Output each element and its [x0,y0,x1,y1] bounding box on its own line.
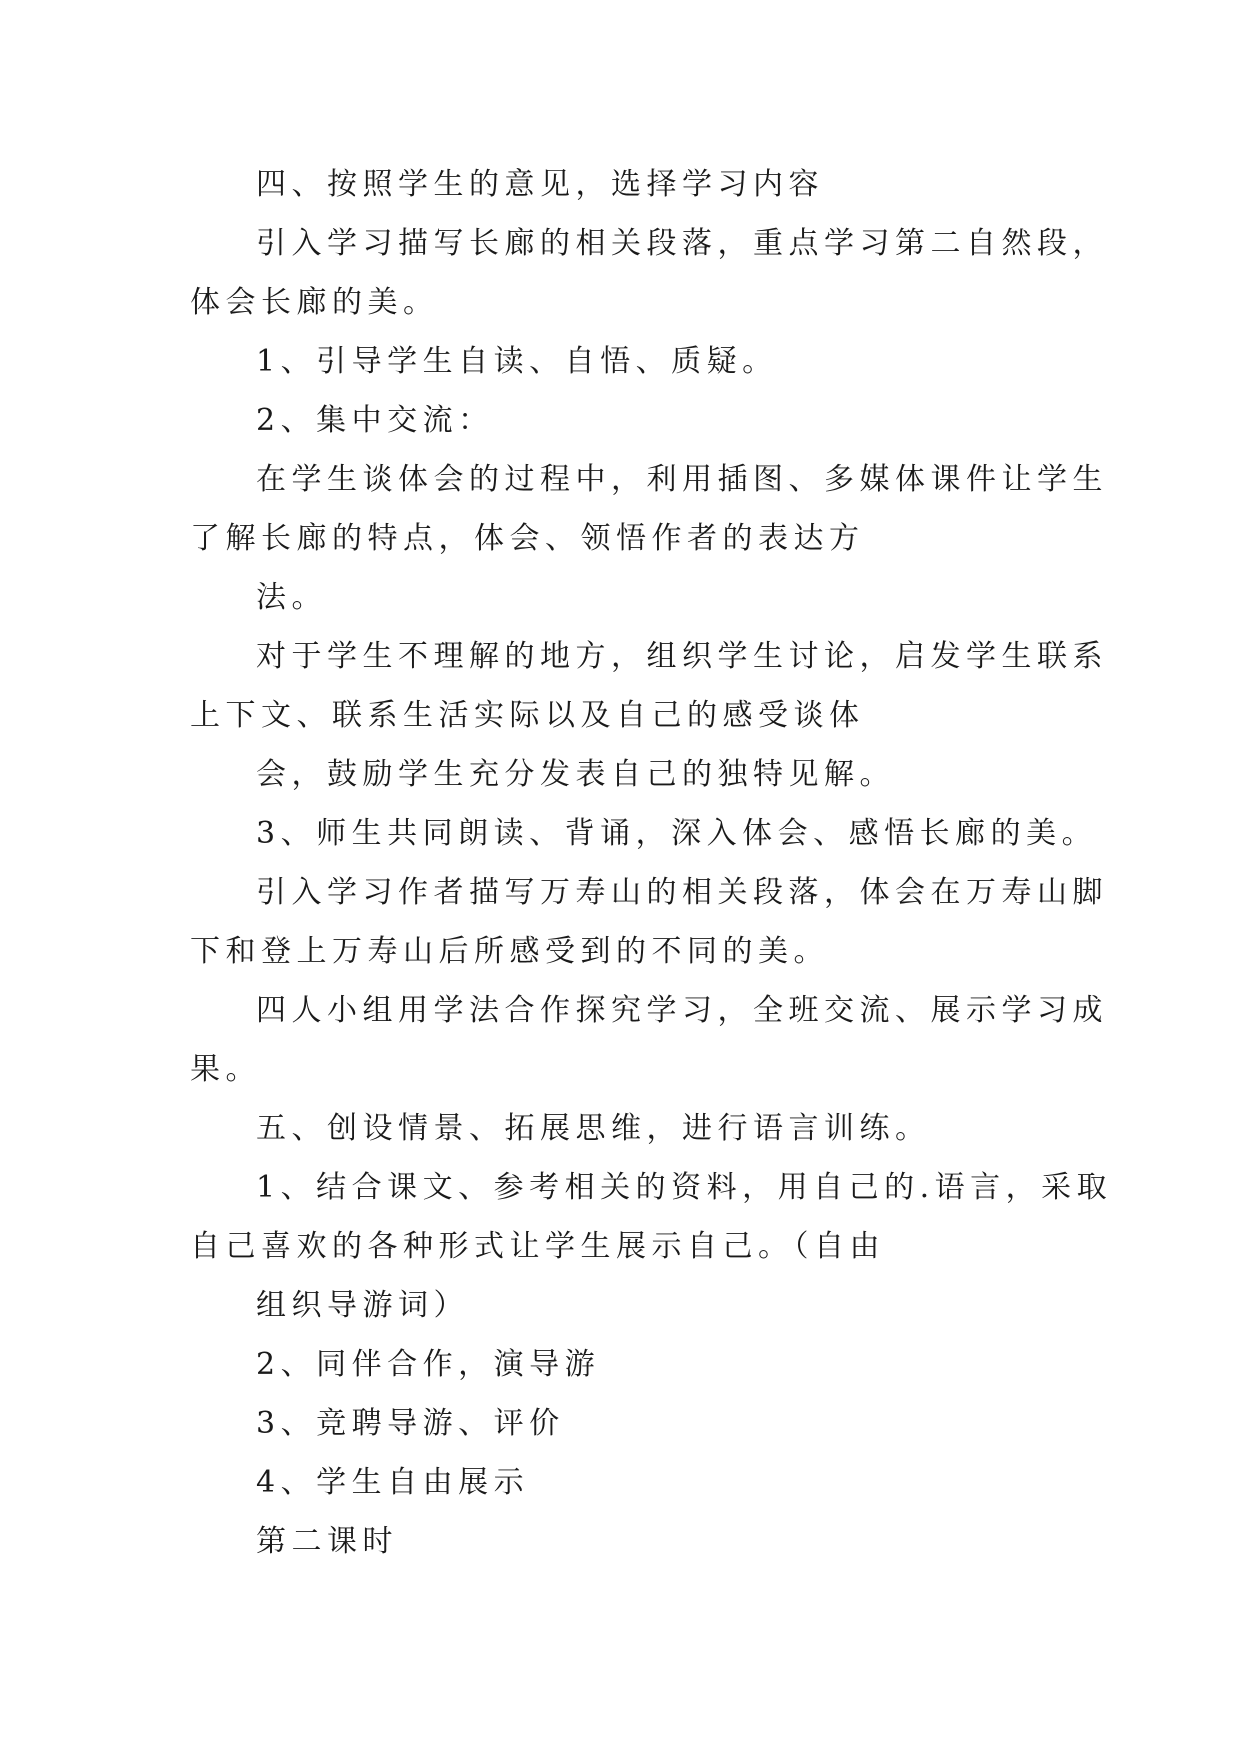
paragraph-line: 组织导游词） [256,1288,469,1323]
lesson-heading: 第二课时 [256,1524,398,1559]
paragraph-line: 自己喜欢的各种形式让学生展示自己。（自由 [190,1229,885,1264]
list-item: 3、竞聘导游、评价 [256,1406,565,1441]
paragraph-line: 在学生谈体会的过程中，利用插图、多媒体课件让学生 [256,462,1108,497]
paragraph-line: 了解长廊的特点，体会、领悟作者的表达方 [190,521,865,556]
paragraph-line: 果。 [190,1052,261,1087]
list-item: 3、师生共同朗读、背诵，深入体会、感悟长廊的美。 [256,816,1098,851]
paragraph-line: 对于学生不理解的地方，组织学生讨论，启发学生联系 [256,639,1108,674]
list-item: 1、结合课文、参考相关的资料，用自己的.语言，采取 [256,1170,1113,1205]
paragraph-line: 会，鼓励学生充分发表自己的独特见解。 [256,757,895,792]
list-item: 2、集中交流： [256,403,494,438]
list-item: 1、引导学生自读、自悟、质疑。 [256,344,778,379]
paragraph-line: 引入学习作者描写万寿山的相关段落，体会在万寿山脚 [256,875,1108,910]
paragraph-line: 上下文、联系生活实际以及自己的感受谈体 [190,698,865,733]
section-heading-five: 五、创设情景、拓展思维，进行语言训练。 [256,1111,931,1146]
paragraph-line: 法。 [256,580,327,615]
paragraph-line: 引入学习描写长廊的相关段落，重点学习第二自然段， [256,226,1108,261]
section-heading-four: 四、按照学生的意见，选择学习内容 [256,167,824,202]
paragraph-line: 体会长廊的美。 [190,285,439,320]
paragraph-line: 下和登上万寿山后所感受到的不同的美。 [190,934,829,969]
paragraph-line: 四人小组用学法合作探究学习，全班交流、展示学习成 [256,993,1108,1028]
list-item: 4、学生自由展示 [256,1465,530,1500]
list-item: 2、同伴合作，演导游 [256,1347,601,1382]
